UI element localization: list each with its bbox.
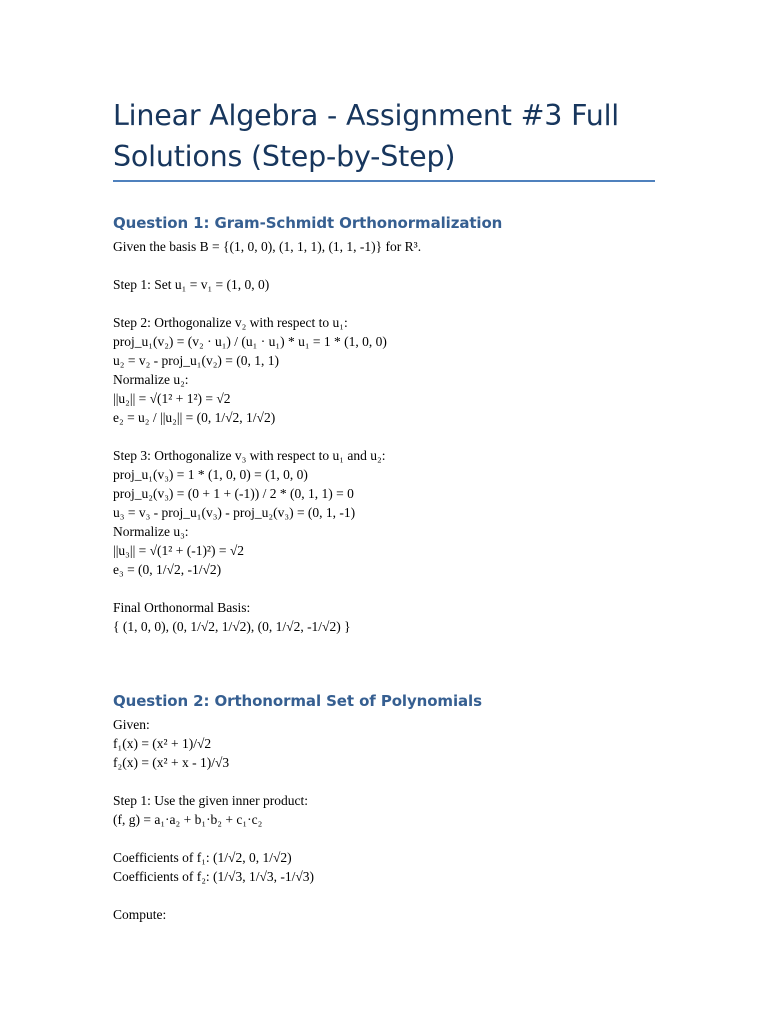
question-1-step-3-line: u₃ = v₃ - proj_u₁(v₃) - proj_u₂(v₃) = (0, 1, -1) — [113, 505, 356, 520]
spacer — [113, 579, 673, 598]
question-2-coefficients-line: Coefficients of f₁: (1/√2, 0, 1/√2) — [113, 850, 292, 865]
question-1-body — [113, 237, 673, 636]
question-1-step-2-line: proj_u₁(v₂) = (v₂ · u₁) / (u₁ · u₁) * u₁ = 1 * (1, 0, 0) — [113, 334, 387, 349]
question-2-coefficients-line: Coefficients of f₂: (1/√3, 1/√3, -1/√3) — [113, 869, 315, 884]
question-1-step-2-line: ||u₂|| = √(1² + 1²) = √2 — [113, 391, 231, 406]
spacer — [113, 256, 673, 275]
question-2-given-line: Given: — [113, 717, 150, 732]
spacer — [113, 294, 673, 313]
question-1-final-line: { (1, 0, 0), (0, 1/√2, 1/√2), (0, 1/√2, -1/√2) } — [113, 619, 351, 634]
question-1-step-2-line: Normalize u₂: — [113, 372, 189, 387]
question-1-given: Given the basis B = {(1, 0, 0), (1, 1, 1), (1, 1, -1)} for R³. — [113, 239, 422, 254]
question-1-step-3-line: Normalize u₃: — [113, 524, 189, 539]
spacer — [113, 427, 673, 446]
question-1-step-2-line: u₂ = v₂ - proj_u₁(v₂) = (0, 1, 1) — [113, 353, 280, 368]
question-2-body — [113, 715, 673, 924]
document-title: Linear Algebra - Assignment #3 Full Solutions (Step-by-Step) — [113, 99, 620, 173]
question-2-step-1-line: Step 1: Use the given inner product: — [113, 793, 308, 808]
question-2-section — [113, 691, 673, 924]
question-2-step-1-line: (f, g) = a₁·a₂ + b₁·b₂ + c₁·c₂ — [113, 812, 263, 827]
question-2-given-line: f₂(x) = (x² + x - 1)/√3 — [113, 755, 230, 770]
question-2-compute: Compute: — [113, 907, 167, 922]
question-1-step-1: Step 1: Set u₁ = v₁ = (1, 0, 0) — [113, 277, 270, 292]
spacer — [113, 829, 673, 848]
question-1-section — [113, 213, 673, 636]
title-underline — [113, 180, 655, 182]
question-1-step-3-line: ||u₃|| = √(1² + (-1)²) = √2 — [113, 543, 244, 558]
question-1-step-3-line: proj_u₂(v₃) = (0 + 1 + (-1)) / 2 * (0, 1, 1) = 0 — [113, 486, 354, 501]
question-1-step-3-line: Step 3: Orthogonalize v₃ with respect to u₁ and u₂: — [113, 448, 386, 463]
question-2-given-line: f₁(x) = (x² + 1)/√2 — [113, 736, 212, 751]
question-1-step-2-line: Step 2: Orthogonalize v₂ with respect to u₁: — [113, 315, 348, 330]
question-1-heading: Question 1: Gram-Schmidt Orthonormalization — [113, 214, 503, 232]
spacer — [113, 772, 673, 791]
spacer — [113, 886, 673, 905]
question-1-step-2-line: e₂ = u₂ / ||u₂|| = (0, 1/√2, 1/√2) — [113, 410, 276, 425]
question-2-heading: Question 2: Orthonormal Set of Polynomials — [113, 692, 482, 710]
question-1-step-3-line: e₃ = (0, 1/√2, -1/√2) — [113, 562, 222, 577]
question-1-step-3-line: proj_u₁(v₃) = 1 * (1, 0, 0) = (1, 0, 0) — [113, 467, 308, 482]
question-1-final-line: Final Orthonormal Basis: — [113, 600, 251, 615]
